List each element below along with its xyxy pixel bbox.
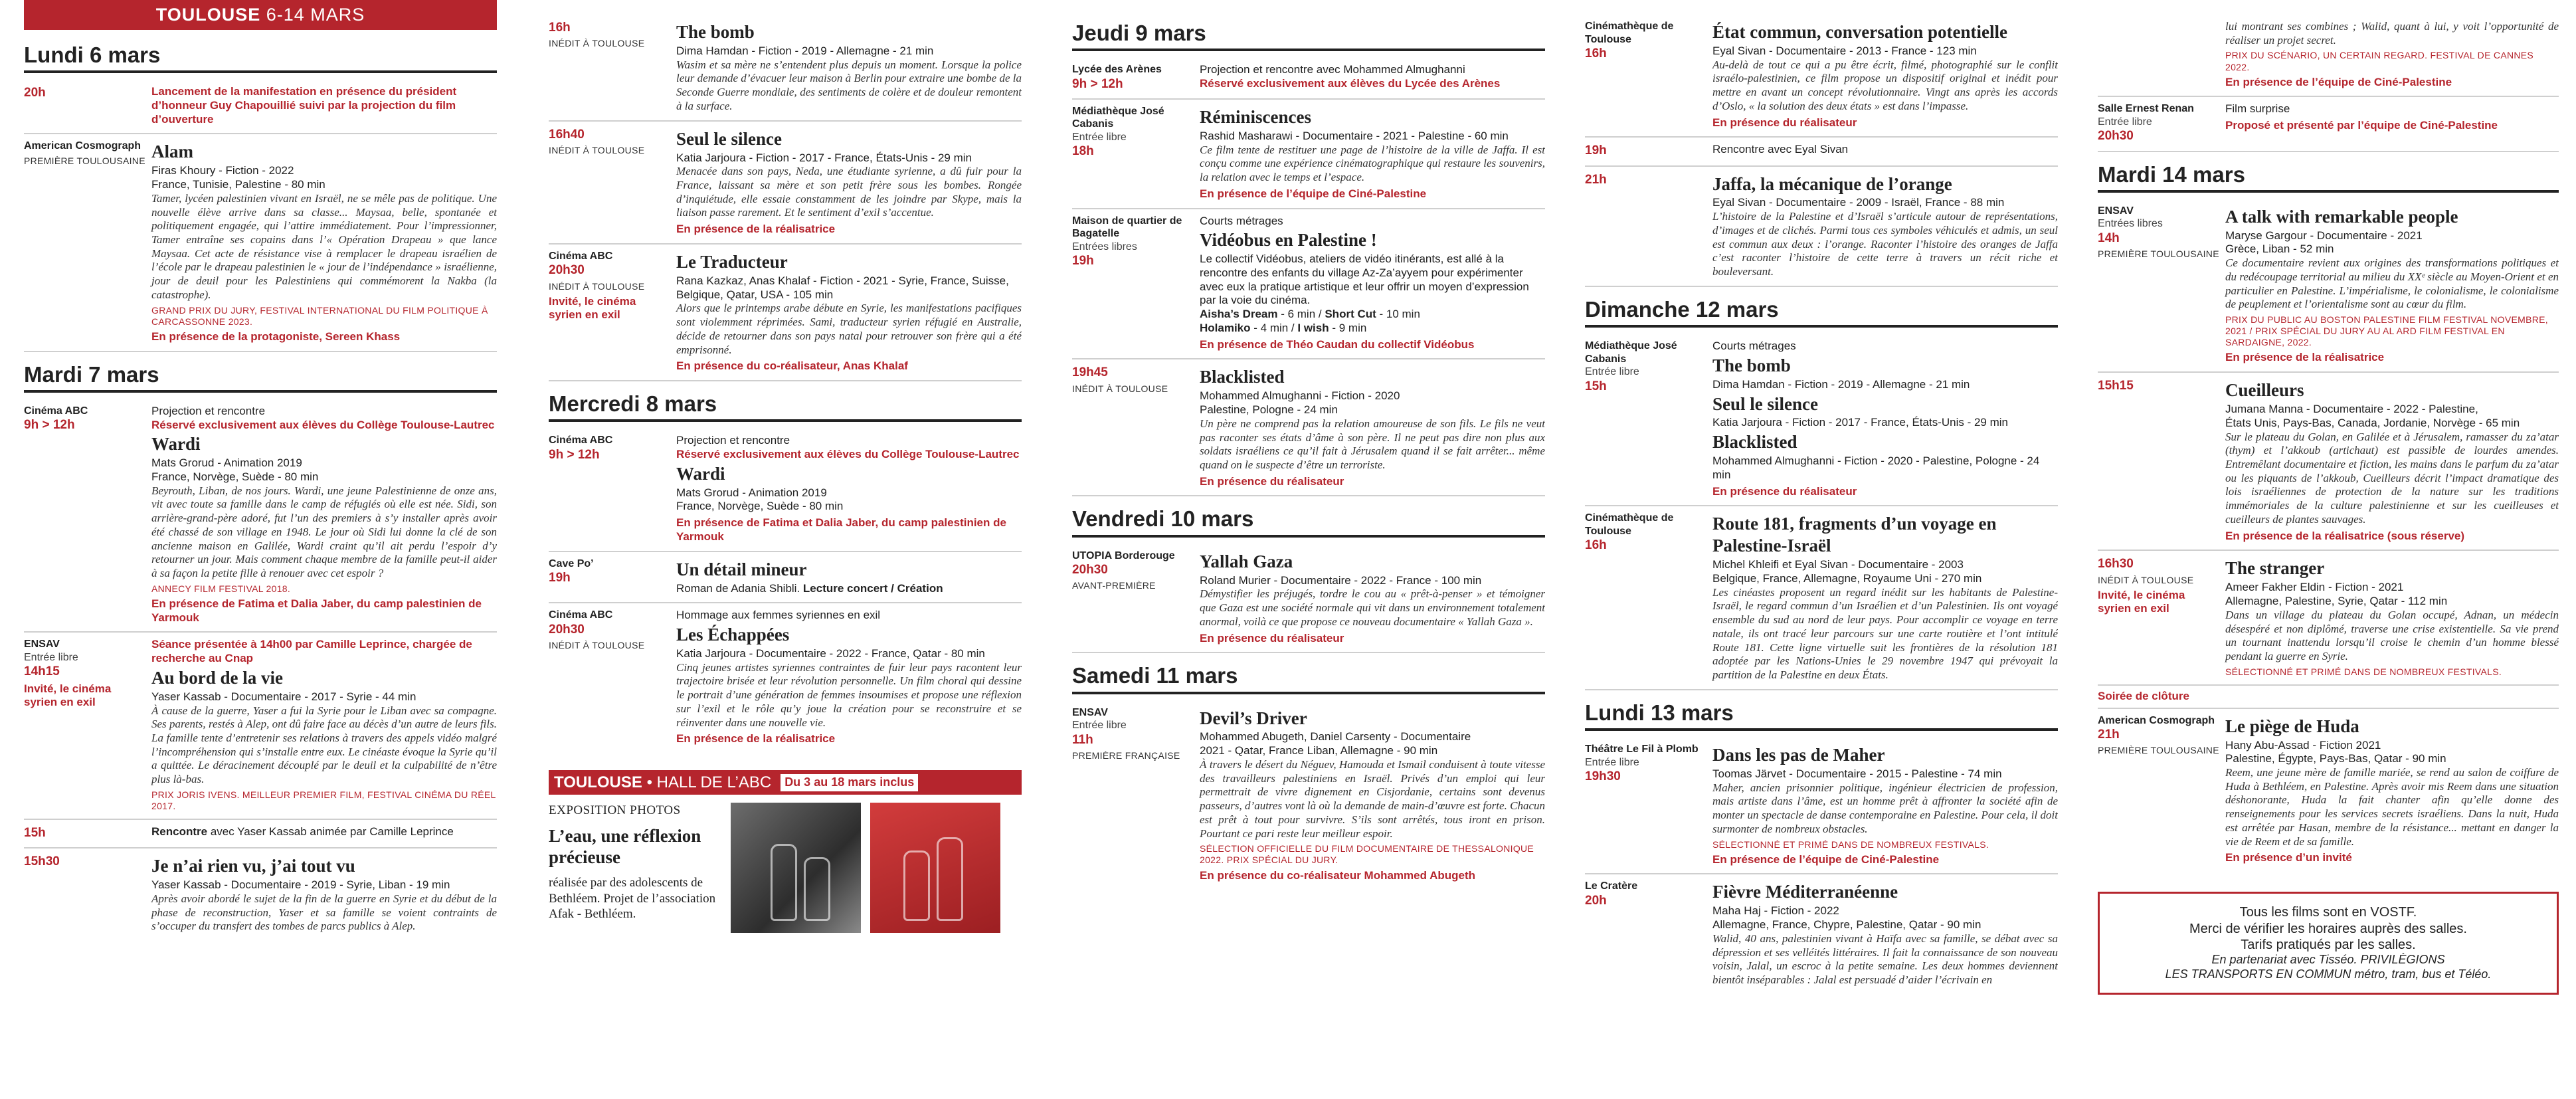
column-2: [549, 0, 1022, 1099]
program-entry: Cinéma ABC 20h30 INÉDIT À TOULOUSE Invité, le cinéma syrien en exil Le Traducteur Rana Kazkaz, Anas Khalaf - Fiction - 2021 - Syrie, France, Suisse, Belgique, Qatar, USA - 105 min Alors que le printemps arabe débute en Syrie, les manifestations pacifiques sont violemment réprimées. Sami, traducteur syrien réfugié en Australie, décide de retourner dans son pays natal pour retrouver son frère qui a été emprisonné. En présence du co-réalisateur, Anas Khalaf: [549, 245, 1022, 381]
film-title: The bomb: [1712, 355, 1791, 375]
film-title: Au bord de la vie: [151, 667, 284, 688]
day-heading: Mardi 7 mars: [24, 359, 497, 393]
city-banner: TOULOUSE 6-14 MARS: [24, 0, 497, 30]
photo-exhibition: EXPOSITION PHOTOS L’eau, une réflexion précieuse réalisée par des adolescents de Bethléem. Projet de l’association Afak - Bethléem.: [549, 803, 1022, 933]
day-heading: Vendredi 10 mars: [1072, 503, 1545, 537]
film-title: The stranger: [2225, 558, 2325, 579]
program-entry: UTOPIA Borderouge 20h30 AVANT-PREMIÈRE Yallah Gaza Roland Murier - Documentaire - 2022 - France - 100 min Démystifier les préjugés, tordre le cou au « prêt-à-penser » et témoigner que Gaza est une société normale qui vit dans un environnement totalement anormal, voilà ce que propose ce nouveau documentaire « Yallah Gaza ». En présence du réalisateur: [1072, 544, 1545, 654]
film-title: Devil’s Driver: [1200, 708, 1307, 728]
film-title: Wardi: [151, 434, 201, 454]
program-entry: ENSAV Entrée libre 11h PREMIÈRE FRANÇAISE Devil’s Driver Mohammed Abugeth, Daniel Carsenty - Documentaire 2021 - Qatar, France Liban, Allemagne - 90 min À travers le désert du Néguev, Hamouda et Ismail conduisent à toute vitesse des travailleurs palestiniens en Israël. Privés d’un emploi qui leur permettrait de vivre dignement en Cisjordanie, certains sont devenus passeurs, d’autres vont là où la demande de main-d’œuvre est forte. Chacun est prêt à tout pour survivre. S’ils sont arrêtés, tous iront en prison. Pourtant ce pari reste leur meilleur espoir. SÉLECTION OFFICIELLE DU FILM DOCUMENTAIRE DE THESSALONIQUE 2022. PRIX SPÉCIAL DU JURY. En présence du co-réalisateur Mohammed Abugeth: [1072, 706, 1545, 882]
program-entry: Cinémathèque de Toulouse 16h Route 181, fragments d’un voyage en Palestine-Israël Michel Khleifi et Eyal Sivan - Documentaire - 2003 Belgique, France, Allemagne, Royaume Uni - 270 min Les cinéastes proposent un regard inédit sur les habitants de Palestine-Israël, le regard commun d’un Israélien et d’un Palestinien. Ils ont voyagé ensemble du sud au nord de leur pays. Pour accomplir ce voyage en terre natale, ils ont tracé leur parcours sur une carte routière et l’ont intitulé Route 181. Cette ligne virtuelle suit les frontières de la résolution 181 adoptée par les Nations-Unies le 29 novembre 1947 qui prévoyait la partition de la Palestine en deux États.: [1585, 506, 2058, 690]
column-1: [24, 0, 497, 1099]
column-4: [1585, 0, 2058, 1099]
film-title: Seul le silence: [1712, 393, 1818, 414]
program-entry: American Cosmograph 21h PREMIÈRE TOULOUSAINE Le piège de Huda Hany Abu-Assad - Fiction 2021 Palestine, Égypte, Pays-Bas, Qatar - 90 min Reem, une jeune mère de famille mariée, se rend au salon de coiffure de Huda à Bethléem, en Palestine. Après avoir mis Reem dans une situation déshonorante, Huda la fait chanter afin qu’elle donne des renseignements pour les services secrets israéliens. Dans la nuit, Huda est arrêtée par Hasan, membre de la résistance... mettant en danger la vie de Reem et de sa famille. En présence d’un invité: [2098, 714, 2559, 864]
day-heading: Mardi 14 mars: [2098, 159, 2559, 193]
film-title: Cueilleurs: [2225, 380, 2304, 401]
program-entry: lui montrant ses combines ; Walid, quant à lui, y voit l’opportunité de réaliser un projet secret. PRIX DU SCÉNARIO, UN CERTAIN REGARD. FESTIVAL DE CANNES 2022. En présence de l’équipe de Ciné-Palestine: [2098, 0, 2559, 97]
day-heading: Jeudi 9 mars: [1072, 17, 1545, 51]
program-entry: Le Cratère 20h Fièvre Méditerranéenne Maha Haj - Fiction - 2022 Allemagne, France, Chypre, Palestine, Qatar - 90 min Walid, 40 ans, palestinien vivant à Haïfa avec sa famille, se débat avec sa dépression et ses velléités littéraires. Il fait la connaissance de son nouveau voisin, Jalal, un escroc à la petite semaine. Les deux hommes deviennent bientôt inséparables : Jalal est persuadé d’aider l’écrivain en: [1585, 880, 2058, 987]
program-entry: Lycée des Arènes 9h > 12h Projection et rencontre avec Mohammed Almughanni Réservé exclusivement aux élèves du Lycée des Arènes: [1072, 58, 1545, 100]
day-heading: Samedi 11 mars: [1072, 660, 1545, 694]
day-heading: Lundi 13 mars: [1585, 697, 2058, 731]
abc-hall-banner: TOULOUSE • HALL DE L’ABC Du 3 au 18 mars inclus: [549, 770, 1022, 795]
film-title: Je n’ai rien vu, j’ai tout vu: [151, 856, 355, 876]
film-title: Jaffa, la mécanique de l’orange: [1712, 173, 1952, 194]
program-entry: Cinéma ABC 20h30 INÉDIT À TOULOUSE Hommage aux femmes syriennes en exil Les Échappées Katia Jarjoura - Documentaire - 2022 - France, Qatar - 80 min Cinq jeunes artistes syriennes contraintes de fuir leur pays racontent leur trajectoire brisée et leur révolution personnelle. Un film choral qui dessine le portrait d’une génération de femmes insoumises et propose une réflexion sur l’exil et le rôle qu’y joue la création pour se reconstruire et se réinventer dans une nouvelle vie. En présence de la réalisatrice: [549, 609, 1022, 746]
day-heading: Dimanche 12 mars: [1585, 294, 2058, 328]
exhibition-photo: [731, 803, 861, 933]
program-entry: Cave Po’ 19h Un détail mineur Roman de Adania Shibli. Lecture concert / Création: [549, 552, 1022, 604]
film-title: Vidéobus en Palestine !: [1200, 230, 1377, 250]
info-box: Tous les films sont en VOSTF. Merci de vérifier les horaires auprès des salles. Tarifs pratiqués par les salles. En partenariat avec Tisséo. PRIVILÈGIONS LES TRANSPORTS EN COMMUN métro, tram, bus et Téléo.: [2098, 892, 2559, 995]
program-entry: Médiathèque José Cabanis Entrée libre 18h Réminiscences Rashid Masharawi - Documentaire - 2021 - Palestine - 60 min Ce film tente de restituer une page de l’histoire de la ville de Jaffa. Il est conçu comme une expérience cinématographique qui restaure les souvenirs, la relation avec le temps et l’espace. En présence de l’équipe de Ciné-Palestine: [1072, 100, 1545, 209]
film-title: Wardi: [676, 463, 725, 484]
program-entry: Cinéma ABC 9h > 12h Projection et rencontre Réservé exclusivement aux élèves du Collège Toulouse-Lautrec Wardi Mats Grorud - Animation 2019 France, Norvège, Suède - 80 min En présence de Fatima et Dalia Jaber, du camp palestinien de Yarmouk: [549, 429, 1022, 551]
film-title: Les Échappées: [676, 625, 790, 645]
program-entry: Médiathèque José Cabanis Entrée libre 15h Courts métrages The bomb Dima Hamdan - Fiction - 2019 - Allemagne - 21 min Seul le silence Katia Jarjoura - Fiction - 2017 - France, États-Unis - 29 min Blacklisted Mohammed Almughanni - Fiction - 2020 - Palestine, Pologne - 24 min En présence du réalisateur: [1585, 334, 2058, 506]
program-entry: 19h45 INÉDIT À TOULOUSE Blacklisted Mohammed Almughanni - Fiction - 2020 Palestine, Pologne - 24 min Un père ne comprend pas la relation amoureuse de son fils. Le fils ne veut pas raconter ses états d’âme à son père. Il ne peut pas dire non plus aux soldats israéliens ce qu’il fait à Jérusalem quand il se fait arrêter... même quand on le suspecte d’être un terroriste. En présence du réalisateur: [1072, 359, 1545, 496]
film-title: Un détail mineur: [676, 559, 807, 579]
program-entry: Salle Ernest Renan Entrée libre 20h30 Film surprise Proposé et présenté par l’équipe de Ciné-Palestine: [2098, 97, 2559, 151]
program-entry: 19h Rencontre avec Eyal Sivan: [1585, 138, 2058, 166]
exhibition-photo: [870, 803, 1000, 933]
film-title: Dans les pas de Maher: [1712, 745, 1885, 765]
program-entry: 15h Rencontre avec Yaser Kassab animée par Camille Leprince: [24, 820, 497, 849]
film-title: The bomb: [676, 22, 755, 42]
program-entry: 16h INÉDIT À TOULOUSE The bomb Dima Hamdan - Fiction - 2019 - Allemagne - 21 min Wasim et sa mère ne s’entendent plus depuis un moment. Lorsque la police leur demande d’évacuer leur maison à Berlin pour extraire une bombe de la Seconde Guerre mondiale, des sentiments de colère et de douleur remontent à la surface.: [549, 0, 1022, 122]
film-title: Alam: [151, 142, 193, 162]
closing-night-label: Soirée de clôture: [2098, 688, 2559, 709]
program-entry: 20h Lancement de la manifestation en présence du président d’honneur Guy Chapouillié suivi par la projection du film d’ouverture: [24, 80, 497, 134]
column-3: [1072, 0, 1545, 1099]
column-5: [2098, 0, 2559, 1099]
film-title: État commun, conversation potentielle: [1712, 22, 2007, 42]
film-title: Seul le silence: [676, 128, 782, 149]
program-entry: Théâtre Le Fil à Plomb Entrée libre 19h30 Dans les pas de Maher Toomas Järvet - Documentaire - 2015 - Palestine - 74 min Maher, ancien prisonnier politique, ingénieur électricien de profession, mais artiste dans l’âme, est un homme prêt à affronter la société afin de monter un spectacle de danse contemporaine en Palestine. Pour cela, il doit surmonter de nombreux obstacles. SÉLECTIONNÉ ET PRIMÉ DANS DE NOMBREUX FESTIVALS. En présence de l’équipe de Ciné-Palestine: [1585, 738, 2058, 874]
program-entry: 16h40 INÉDIT À TOULOUSE Seul le silence Katia Jarjoura - Fiction - 2017 - France, États-Unis - 29 min Menacée dans son pays, Neda, une étudiante syrienne, a dû fuir pour la France, laissant sa mère et son petit frère sous les bombes. Rongée d’inquiétude, elle essaie constamment de les joindre par Skype, mais la liaison passe rarement. Et le sentiment d’exil s’accentue. En présence de la réalisatrice: [549, 122, 1022, 245]
program-entry: Cinémathèque de Toulouse 16h État commun, conversation potentielle Eyal Sivan - Documentaire - 2013 - France - 123 min Au-delà de tout ce qui a pu être écrit, filmé, photographié sur le conflit israélo-palestinien, ce film propose un dispositif original et inédit pour mettre en avant un concept révolutionnaire. Vingt ans après les accords d’Oslo, « la solution des deux états » est dans l’impasse. En présence du réalisateur: [1585, 0, 2058, 138]
film-title: Blacklisted: [1712, 432, 1797, 452]
program-entry: 15h30 Je n’ai rien vu, j’ai tout vu Yaser Kassab - Documentaire - 2019 - Syrie, Liban - 19 min Après avoir abordé le sujet de la fin de la guerre en Syrie et du début de la phase de reconstruction, Yaser et sa famille se voient contraints de s’occuper du transfert des tombes de parcs publics à Alep.: [24, 854, 497, 933]
film-title: Fièvre Méditerranéenne: [1712, 882, 1898, 902]
film-title: Yallah Gaza: [1200, 551, 1293, 571]
program-entry: Cinéma ABC 9h > 12h Projection et rencontre Réservé exclusivement aux élèves du Collège Toulouse-Lautrec Wardi Mats Grorud - Animation 2019 France, Norvège, Suède - 80 min Beyrouth, Liban, de nos jours. Wardi, une jeune Palestinienne de onze ans, vit avec toute sa famille dans le camp de réfugiés où elle est née. Sidi, son arrière-grand-père adoré, fut l’un des premiers à s’y installer après avoir été chassé de son village en 1948. Le jour où Sidi lui donne la clé de son ancienne maison en Galilée, Wardi craint qu’il ait perdu l’espoir d’y retourner un jour. Mais comment chaque membre de la famille peut-il aider à sa façon la petite fille à renouer avec cet espoir ? ANNECY FILM FESTIVAL 2018. En présence de Fatima et Dalia Jaber, du camp palestinien de Yarmouk: [24, 399, 497, 633]
film-title: Le Traducteur: [676, 251, 788, 272]
film-title: A talk with remarkable people: [2225, 206, 2458, 227]
film-title: Route 181, fragments d’un voyage en Palestine-Israël: [1712, 514, 1997, 556]
film-title: Réminiscences: [1200, 106, 1311, 127]
program-entry: 21h Jaffa, la mécanique de l’orange Eyal Sivan - Documentaire - 2009 - Israël, France - 88 min L’histoire de la Palestine et d’Israël s’articule autour de représentations, d’images et de clichés. Parmi tous ces symboles véhiculés et admis, un seul est commun aux deux : l’orange. Raconter l’histoire des oranges de Jaffa c’est raconter l’histoire de cette terre à travers un récit riche et bouleversant.: [1585, 167, 2058, 287]
film-title: Le piège de Huda: [2225, 716, 2359, 736]
program-entry: American Cosmograph PREMIÈRE TOULOUSAINE Alam Firas Khoury - Fiction - 2022 France, Tunisie, Palestine - 80 min Tamer, lycéen palestinien vivant en Israël, ne se mêle pas de politique. Une nouvelle élève arrive dans sa classe... Maysaa, belle, spontanée et politiquement engagée, qui l’attire immédiatement. Pour l’impressionner, Tamer entraîne ses copains dans l’« Opération Drapeau » que lance Maysaa. Cet acte de résistance vise à remplacer le drapeau israélien de l’école par le drapeau palestinien le « jour de l’indépendance » israélienne, jour de deuil pour les Palestiniens qui commémorent la Nakba (la catastrophe). GRAND PRIX DU JURY, FESTIVAL INTERNATIONAL DU FILM POLITIQUE À CARCASSONNE 2023. En présence de la protagoniste, Sereen Khass: [24, 134, 497, 351]
program-entry: ENSAV Entrée libre 14h15 Invité, le cinéma syrien en exil Séance présentée à 14h00 par Camille Leprince, chargée de recherche au Cnap Au bord de la vie Yaser Kassab - Documentaire - 2017 - Syrie - 44 min À cause de la guerre, Yaser a fui la Syrie pour le Liban avec sa compagne. Ses parents, restés à Alep, ont dû faire face au décès d’un autre de leurs fils. La famille tente d’entretenir ses relations à travers des appels vidéo malgré l’incompréhension qui s’installe entre eux. Le cinéaste évoque la Syrie qu’il a quittée. Le déracinement découplé par le deuil et la culpabilité de n’être plus là-bas. PRIX JORIS IVENS. MEILLEUR PREMIER FILM, FESTIVAL CINÉMA DU RÉEL 2017.: [24, 633, 497, 820]
program-entry: ENSAV Entrées libres 14h PREMIÈRE TOULOUSAINE A talk with remarkable people Maryse Gargour - Documentaire - 2021 Grèce, Liban - 52 min Ce documentaire revient aux origines des transformations politiques et du redécoupage territorial au milieu du XXᵉ siècle au Moyen-Orient et en particulier en Palestine. L’impérialisme, le colonialisme, le colonialisme de peuplement et l’orientalisme sont au cœur du film. PRIX DU PUBLIC AU BOSTON PALESTINE FILM FESTIVAL NOVEMBRE, 2021 / PRIX SPÉCIAL DU JURY AU AL ARD FILM FESTIVAL EN SARDAIGNE, 2022. En présence de la réalisatrice: [2098, 199, 2559, 373]
program-entry: Maison de quartier de Bagatelle Entrées libres 19h Courts métrages Vidéobus en Palestine ! Le collectif Vidéobus, ateliers de vidéo itinérants, est allé à la rencontre des enfants du village Az-Za’ayyem pour expérimenter avec eux la pratique artistique et leur offrir un moyen d’expression par la voie du cinéma. Aisha’s Dream - 6 min / Short Cut - 10 min Holamiko - 4 min / I wish - 9 min En présence de Théo Caudan du collectif Vidéobus: [1072, 209, 1545, 360]
day-heading: Mercredi 8 mars: [549, 388, 1022, 422]
program-entry: 15h15 Cueilleurs Jumana Manna - Documentaire - 2022 - Palestine, États Unis, Pays-Bas, Canada, Jordanie, Norvège - 65 min Sur le plateau du Golan, en Galilée et à Jérusalem, ramasser du za’atar (thym) et l’akkoub (artichaut) est passible de lourdes amendes. Entremêlant documentaire et fiction, les mains dans le parfum du za’atar ou les piquants de l’akkoub, Cueilleurs décrit l’impact dramatique des lois israéliennes de protection de la nature sur les traditions immémoriales de la culture palestinienne et sur les cueilleuses et cueilleurs de plantes sauvages. En présence de la réalisatrice (sous réserve): [2098, 373, 2559, 551]
film-title: Blacklisted: [1200, 367, 1285, 387]
program-entry: 16h30 INÉDIT À TOULOUSE Invité, le cinéma syrien en exil The stranger Ameer Fakher Eldin - Fiction - 2021 Allemagne, Palestine, Syrie, Qatar - 112 min Dans un village du plateau du Golan occupé, Adnan, un médecin désespéré et non diplômé, traverse une crise existentielle. Sa vie prend un tournant inattendu lorsqu’il croise le chemin d’un homme blessé pendant la guerre en Syrie. SÉLECTIONNÉ ET PRIMÉ DANS DE NOMBREUX FESTIVALS.: [2098, 551, 2559, 685]
day-heading: Lundi 6 mars: [24, 39, 497, 73]
